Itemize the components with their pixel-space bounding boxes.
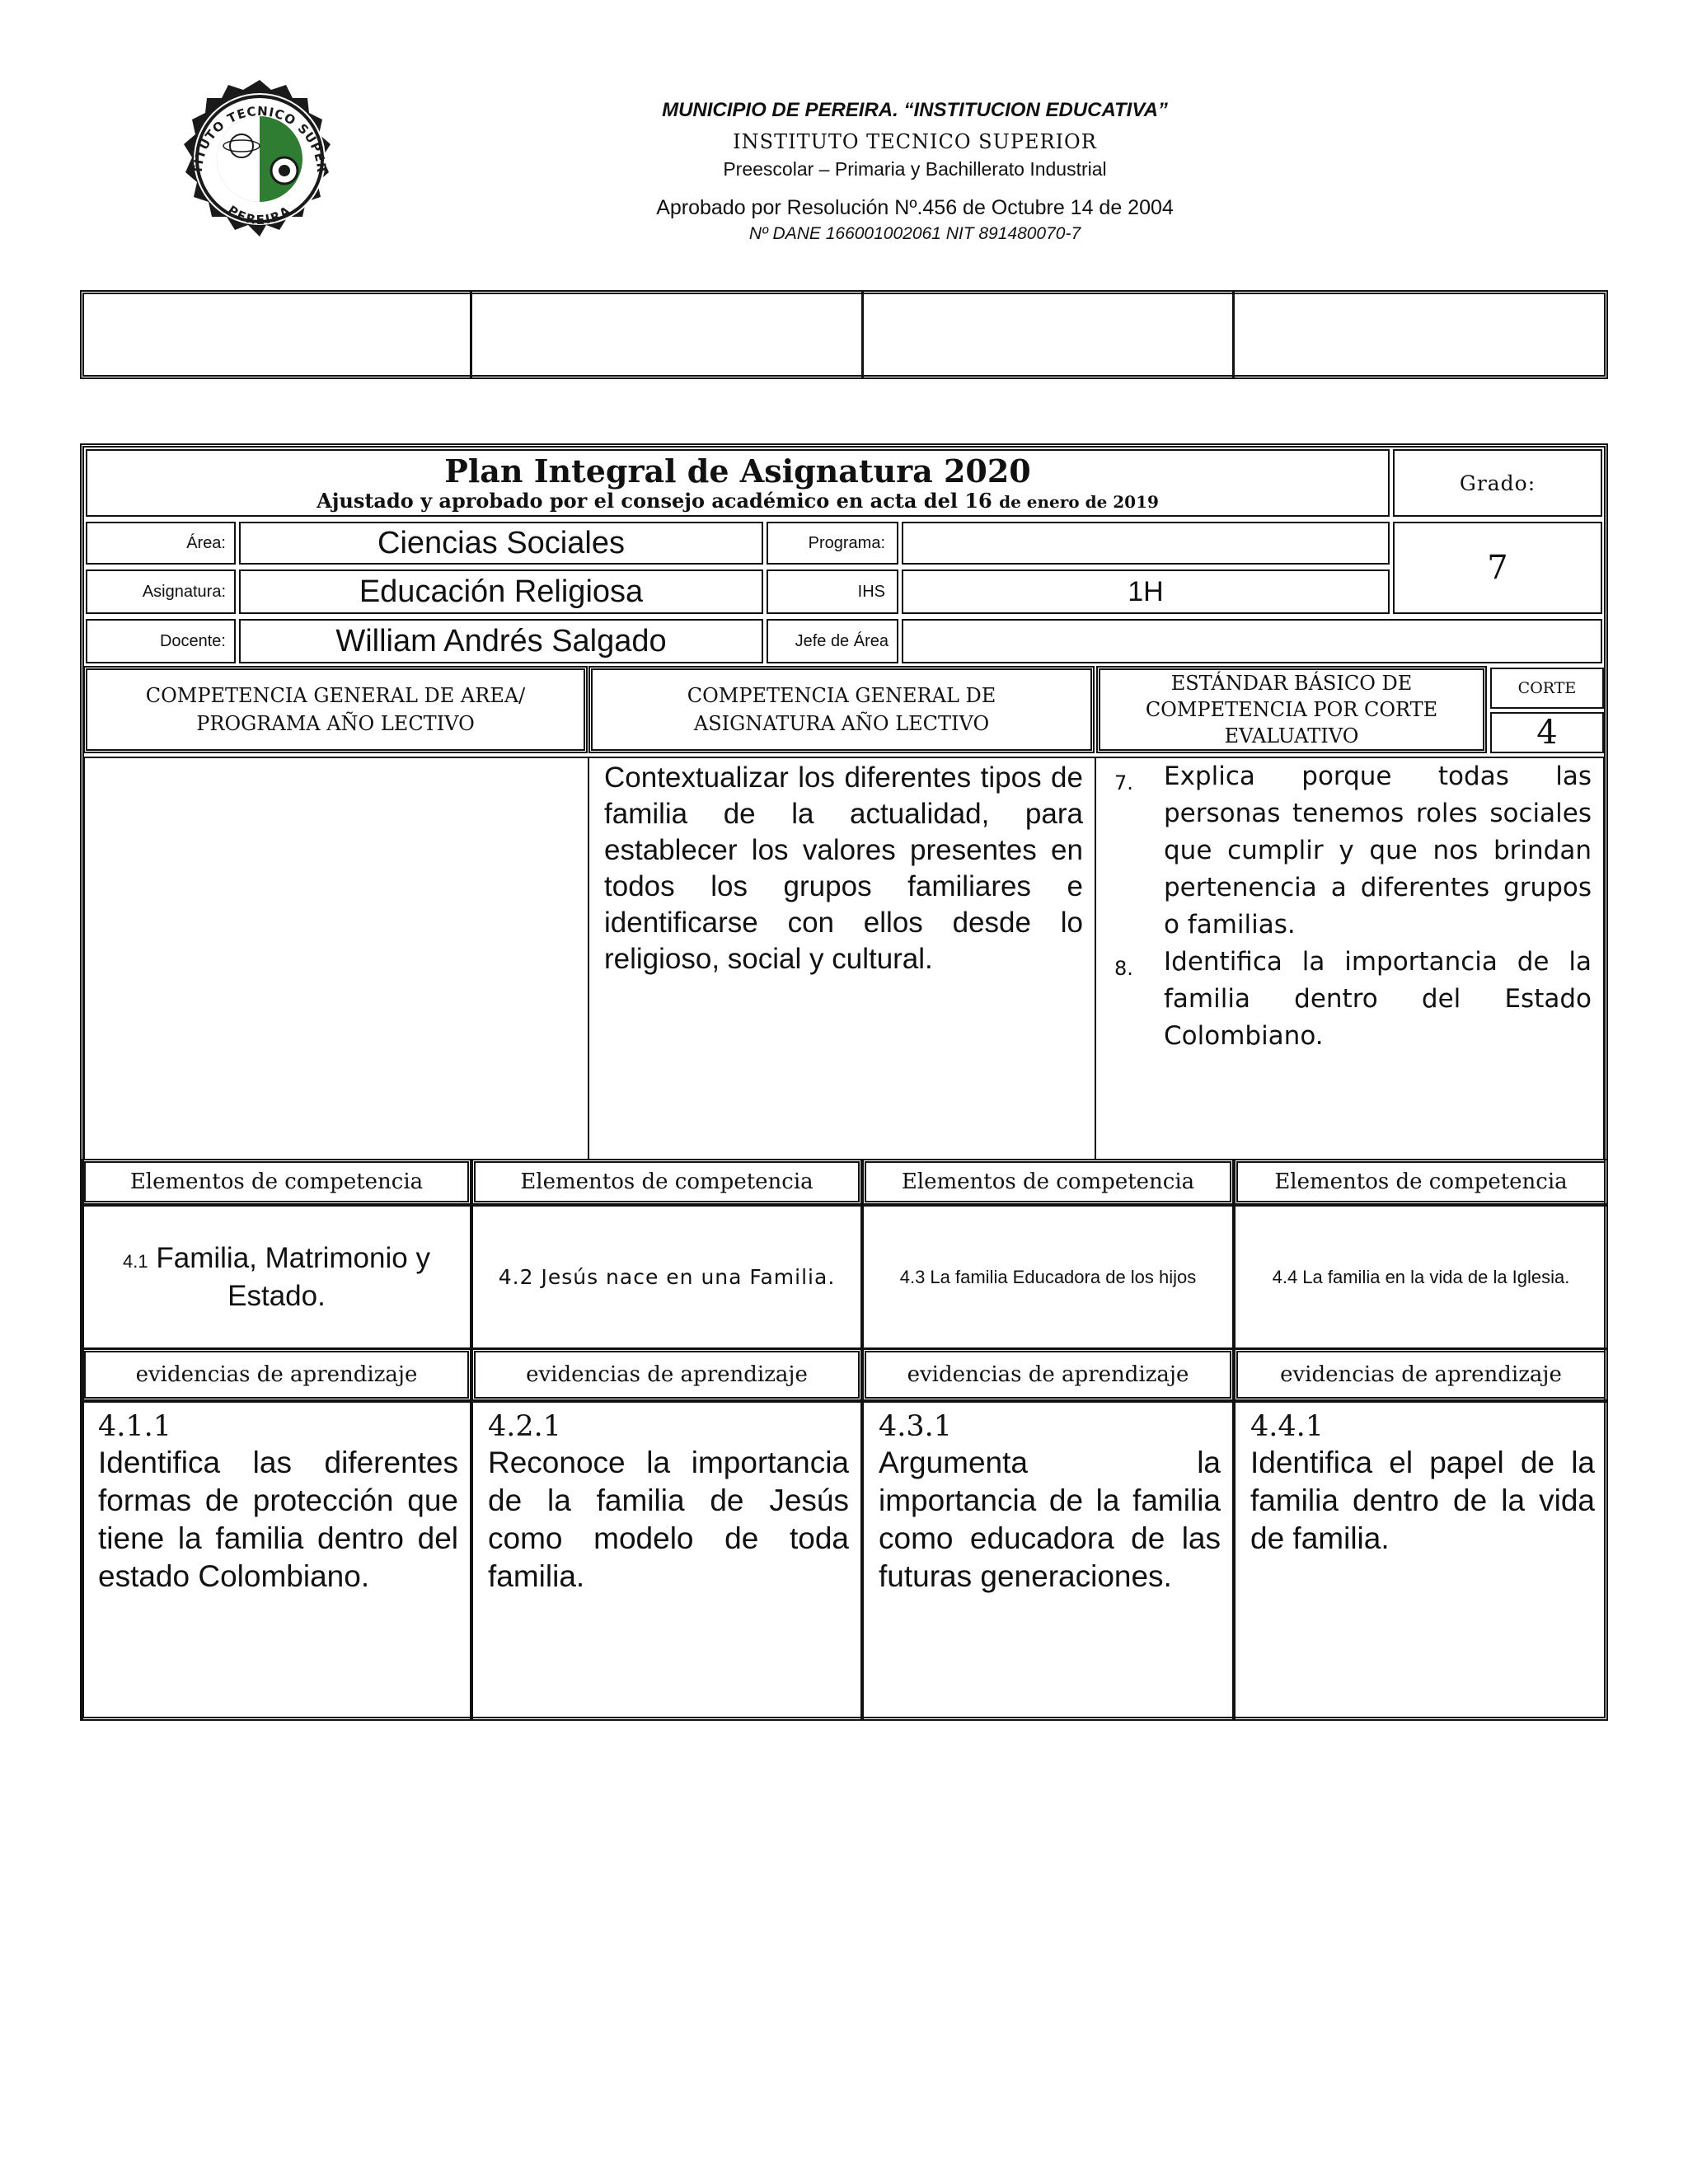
estandar-list bbox=[1114, 758, 1592, 1055]
evidencias-header-4 bbox=[1234, 1348, 1608, 1401]
jefe-label: Jefe de Área bbox=[795, 631, 889, 650]
ihs-value: 1H bbox=[1128, 575, 1164, 607]
plan-subtitle-main: Ajustado y aprobado por el consejo académico en acta del 16 bbox=[316, 488, 1000, 513]
grado-value-cell bbox=[1393, 522, 1602, 614]
estandar-item-number: 7. bbox=[1114, 771, 1133, 794]
evidencia-item-1 bbox=[82, 1401, 471, 1721]
competencia-area-header-text: COMPETENCIA GENERAL DE AREA/ PROGRAMA AÑO LECTIVO bbox=[145, 684, 526, 735]
elemento-item-4 bbox=[1234, 1205, 1608, 1349]
evidencias-header-text: evidencias de aprendizaje bbox=[526, 1362, 808, 1387]
evidencias-header-3 bbox=[862, 1348, 1234, 1401]
plan-subtitle bbox=[316, 490, 1159, 513]
corte-label-cell bbox=[1490, 668, 1604, 709]
jefe-value-cell bbox=[902, 619, 1602, 663]
evidencia-item-1-code: 4.1.1 bbox=[98, 1410, 172, 1443]
estandar-item bbox=[1114, 944, 1592, 1055]
corte-value: 4 bbox=[1536, 714, 1558, 752]
asignatura-value-cell bbox=[239, 569, 763, 614]
programa-label: Programa: bbox=[808, 533, 885, 552]
estandar-header bbox=[1096, 666, 1487, 753]
evidencia-item-2-text: Reconoce la importancia de la familia de Jesús como modelo de toda familia. bbox=[488, 1446, 849, 1593]
elementos-header-2 bbox=[471, 1159, 862, 1205]
elemento-item-3-text: 4.3 La familia Educadora de los hijos bbox=[899, 1266, 1197, 1287]
elemento-item-3 bbox=[862, 1205, 1234, 1349]
evidencias-header-text: evidencias de aprendizaje bbox=[907, 1362, 1189, 1387]
elementos-header-3 bbox=[862, 1159, 1234, 1205]
elementos-header-1 bbox=[82, 1159, 471, 1205]
competencia-area-content bbox=[83, 757, 589, 1160]
competencia-asignatura-content bbox=[588, 757, 1096, 1160]
empty-top-divider bbox=[470, 290, 472, 379]
docente-value-cell bbox=[239, 619, 763, 663]
plan-title: Plan Integral de Asignatura 2020 bbox=[444, 452, 1031, 490]
competencia-asignatura-header bbox=[588, 666, 1095, 753]
empty-top-divider bbox=[861, 290, 864, 379]
corte-label: CORTE bbox=[1517, 679, 1577, 697]
evidencia-item-3-code: 4.3.1 bbox=[879, 1410, 953, 1443]
asignatura-value: Educación Religiosa bbox=[359, 574, 644, 609]
grado-label-cell bbox=[1393, 449, 1602, 517]
estandar-content bbox=[1095, 757, 1605, 1160]
ihs-label: IHS bbox=[857, 582, 885, 601]
elemento-item-1-number: 4.1 bbox=[123, 1250, 148, 1272]
asignatura-label-cell bbox=[86, 569, 236, 614]
docente-label-cell bbox=[86, 619, 236, 663]
evidencia-item-2 bbox=[471, 1401, 862, 1721]
grado-value: 7 bbox=[1487, 549, 1508, 587]
estandar-item-text: Explica porque todas las personas tenemos roles sociales que cumplir y que nos brindan pertenencia a diferentes grupos o familias. bbox=[1164, 762, 1592, 940]
area-label: Área: bbox=[186, 533, 226, 552]
plan-title-cell bbox=[86, 449, 1390, 517]
estandar-header-text: ESTÁNDAR BÁSICO DE COMPETENCIA POR CORTE EVALUATIVO bbox=[1145, 672, 1438, 748]
header-municipio: MUNICIPIO DE PEREIRA. “INSTITUCION EDUCATIVA” bbox=[662, 99, 1168, 121]
elemento-item-1 bbox=[82, 1205, 471, 1349]
svg-text:PEREIRA: PEREIRA bbox=[224, 202, 294, 228]
elemento-item-2 bbox=[471, 1205, 862, 1349]
evidencias-header-1 bbox=[82, 1348, 471, 1401]
area-value: Ciencias Sociales bbox=[377, 525, 625, 560]
elementos-header-text: Elementos de competencia bbox=[129, 1169, 424, 1194]
evidencia-item-4 bbox=[1234, 1401, 1608, 1721]
elemento-item-4-text: 4.4 La familia en la vida de la Iglesia. bbox=[1272, 1266, 1570, 1287]
docente-value: William Andrés Salgado bbox=[335, 623, 667, 658]
programa-value-cell bbox=[902, 522, 1390, 565]
ihs-value-cell bbox=[902, 569, 1390, 614]
area-value-cell bbox=[239, 522, 763, 565]
elementos-header-text: Elementos de competencia bbox=[901, 1169, 1195, 1194]
elemento-item-2-text: 4.2 Jesús nace en una Familia. bbox=[498, 1265, 836, 1289]
area-label-cell bbox=[86, 522, 236, 565]
header-institute: INSTITUTO TECNICO SUPERIOR bbox=[733, 130, 1097, 153]
estandar-item-text: Identifica la importancia de la familia dentro del Estado Colombiano. bbox=[1164, 947, 1592, 1051]
header-resolution: Aprobado por Resolución Nº.456 de Octubre 14 de 2004 bbox=[656, 196, 1174, 219]
evidencias-header-text: evidencias de aprendizaje bbox=[1280, 1362, 1562, 1387]
empty-top-divider bbox=[1232, 290, 1235, 379]
elementos-header-text: Elementos de competencia bbox=[1274, 1169, 1568, 1194]
estandar-item-number: 8. bbox=[1114, 957, 1133, 980]
svg-text:INSTITUTO TECNICO SUPERIOR: TITUTO TECNICO SUPER bbox=[190, 103, 330, 175]
jefe-label-cell bbox=[767, 619, 898, 663]
elementos-header-4 bbox=[1234, 1159, 1608, 1205]
elemento-item-1-label: Familia, Matrimonio y Estado. bbox=[156, 1241, 430, 1312]
estandar-item bbox=[1114, 758, 1592, 944]
header-levels: Preescolar – Primaria y Bachillerato Industrial bbox=[723, 158, 1107, 180]
evidencia-item-3-text: Argumenta la importancia de la familia como educadora de las futuras generaciones. bbox=[879, 1446, 1221, 1593]
evidencias-header-text: evidencias de aprendizaje bbox=[135, 1362, 418, 1387]
school-logo bbox=[169, 78, 350, 260]
competencia-asignatura-header-text: COMPETENCIA GENERAL DE ASIGNATURA AÑO LECTIVO bbox=[687, 684, 996, 735]
empty-top-table bbox=[80, 290, 1608, 379]
evidencia-item-2-code: 4.2.1 bbox=[488, 1410, 562, 1443]
asignatura-label: Asignatura: bbox=[142, 582, 226, 601]
evidencia-item-3 bbox=[862, 1401, 1234, 1721]
corte-value-cell bbox=[1490, 712, 1604, 753]
competencia-asignatura-text: Contextualizar los diferentes tipos de familia de la actualidad, para establecer los valores presentes en todos los grupos familiares e identificarse con ellos desde lo religioso, social y cultural. bbox=[604, 762, 1083, 975]
docente-label: Docente: bbox=[159, 631, 226, 650]
ihs-label-cell bbox=[767, 569, 898, 614]
plan-subtitle-date: de enero de 2019 bbox=[999, 491, 1159, 512]
programa-label-cell bbox=[767, 522, 898, 565]
grado-label: Grado: bbox=[1459, 471, 1536, 495]
evidencia-item-4-text: Identifica el papel de la familia dentro de la vida de familia. bbox=[1250, 1446, 1595, 1555]
evidencia-item-1-text: Identifica las diferentes formas de protección que tiene la familia dentro del estado Colombiano. bbox=[98, 1446, 458, 1593]
evidencias-header-2 bbox=[471, 1348, 862, 1401]
logo-seal-icon bbox=[169, 78, 350, 260]
elementos-header-text: Elementos de competencia bbox=[520, 1169, 814, 1194]
evidencia-item-4-code: 4.4.1 bbox=[1250, 1410, 1325, 1443]
header-dane-nit: Nº DANE 166001002061 NIT 891480070-7 bbox=[748, 224, 1081, 243]
competencia-area-header bbox=[83, 666, 588, 753]
elemento-item-1-text bbox=[100, 1241, 453, 1314]
